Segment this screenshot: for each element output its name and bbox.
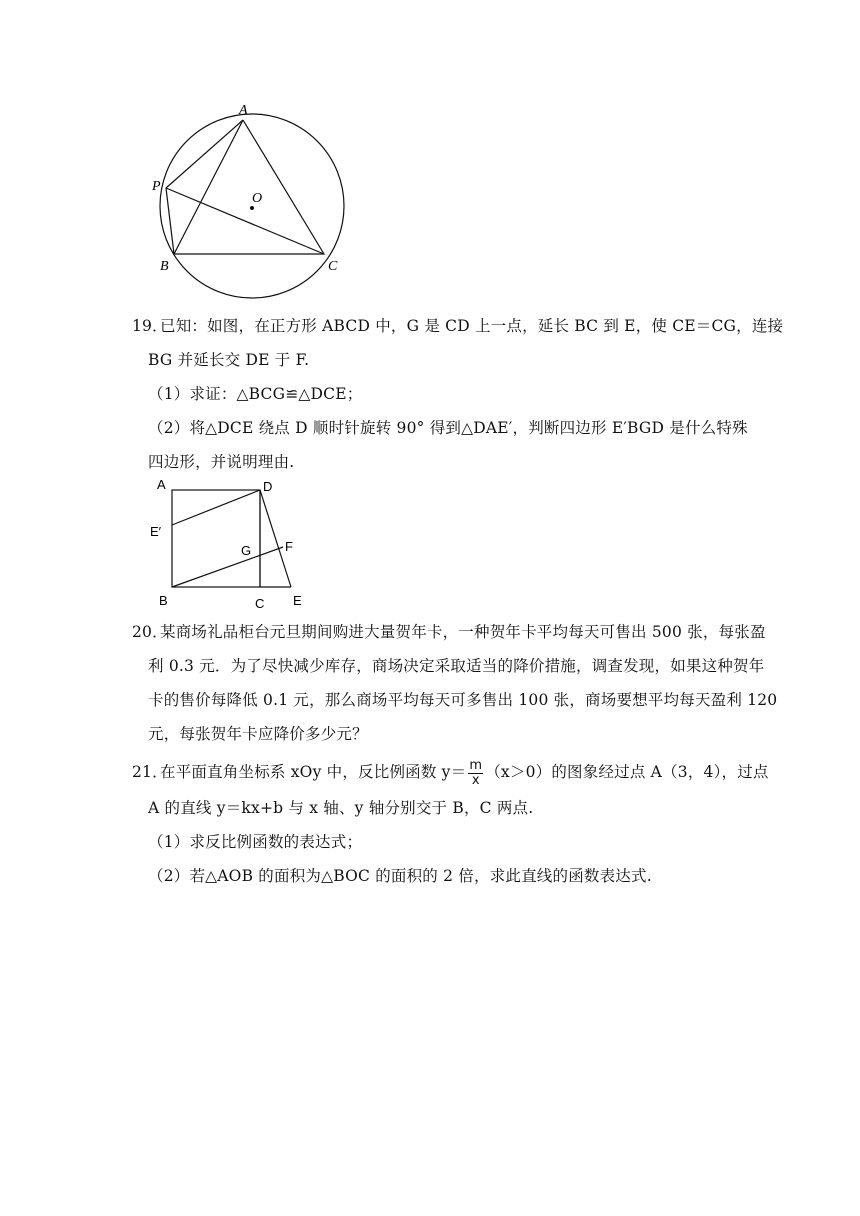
q19-part1: （1）求证：△BCG≌△DCE； (148, 385, 363, 403)
label-f: F (285, 539, 293, 554)
q21-part1: （1）求反比例函数的表达式； (148, 833, 363, 851)
q19-line1: 已知：如图，在正方形 ABCD 中，G 是 CD 上一点，延长 BC 到 E，使 CE＝CG，连接 (160, 317, 784, 335)
segment-pa (166, 120, 243, 188)
q19-part2-line2: 四边形，并说明理由. (148, 453, 295, 471)
q21-line1-a: 在平面直角坐标系 xOy 中，反比例函数 y＝ (160, 763, 467, 781)
fraction-numerator: m (469, 757, 483, 773)
center-dot (250, 206, 254, 210)
q21-number: 21． (132, 763, 168, 781)
segment-e-prime-d (172, 490, 260, 525)
label-o: O (252, 191, 263, 206)
label-a2: A (157, 477, 166, 492)
triangle-abc (174, 120, 324, 254)
q20-number: 20． (132, 623, 168, 641)
label-e: E (293, 593, 302, 608)
square-figure (145, 475, 325, 615)
segment-pb (166, 188, 174, 254)
label-b: B (160, 259, 169, 274)
label-p: P (152, 179, 161, 194)
q20-line4: 元，每张贺年卡应降价多少元？ (148, 725, 368, 743)
label-b2: B (159, 593, 168, 608)
q20-line3: 卡的售价每降低 0.1 元，那么商场平均每天可多售出 100 张，商场要想平均每天盈利 120 (148, 691, 778, 709)
q21-line1-b: （x＞0）的图象经过点 A（3，4），过点 (485, 763, 769, 781)
q21-line1 (160, 756, 769, 788)
q20-line2: 利 0.3 元．为了尽快减少库存，商场决定采取适当的降价措施，调查发现，如果这种贺年 (148, 657, 765, 675)
fraction-denominator: x (471, 772, 480, 788)
label-d2: D (263, 479, 273, 494)
q20-line1: 某商场礼品柜台元旦期间购进大量贺年卡，一种贺年卡平均每天可售出 500 张，每张盈 (160, 623, 766, 641)
q19-number: 19． (132, 317, 168, 335)
label-g: G (241, 543, 252, 558)
label-c2: C (255, 596, 265, 611)
q19-line2: BG 并延长交 DE 于 F. (148, 351, 310, 369)
label-c: C (328, 259, 338, 274)
segment-bf (172, 547, 283, 587)
circle-triangle-figure (140, 100, 360, 310)
segment-pc (166, 188, 324, 254)
q21-line2: A 的直线 y＝kx+b 与 x 轴、y 轴分别交于 B，C 两点. (148, 799, 534, 817)
q21-part2: （2）若△AOB 的面积为△BOC 的面积的 2 倍，求此直线的函数表达式. (148, 867, 652, 885)
square-abcd (172, 490, 260, 587)
q19-part2-line1: （2）将△DCE 绕点 D 顺时针旋转 90° 得到△DAE′，判断四边形 E′BGD 是什么特殊 (148, 419, 748, 437)
label-a: A (239, 103, 248, 118)
fraction-m-over-x (468, 759, 483, 788)
label-e-prime: E′ (150, 524, 162, 539)
